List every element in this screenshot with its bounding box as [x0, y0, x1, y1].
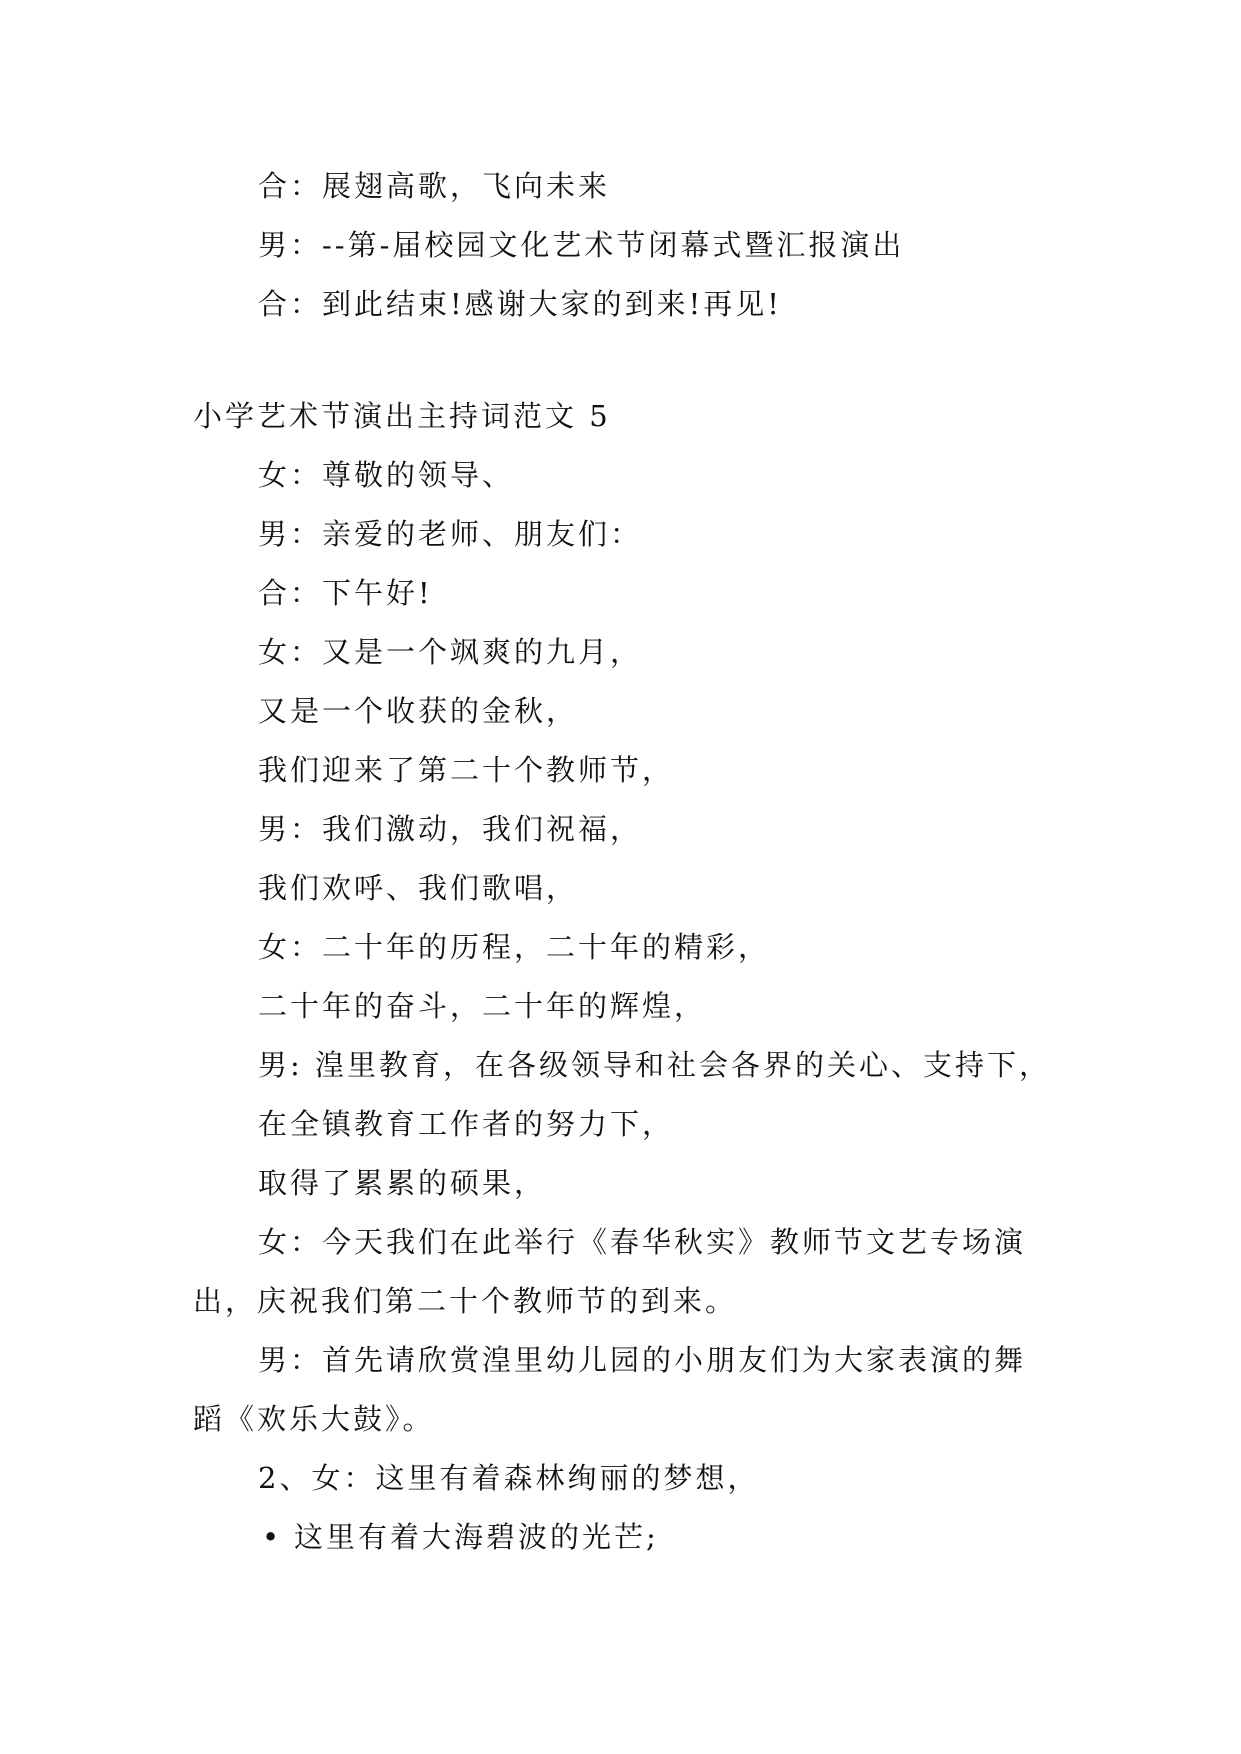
body-line-13: 取得了累累的硕果，	[258, 1166, 547, 1200]
body-line-15: 出，庆祝我们第二十个教师节的到来。	[193, 1284, 738, 1318]
section-title: 小学艺术节演出主持词范文 5	[193, 399, 611, 433]
body-line-9: 女：二十年的历程，二十年的精彩，	[258, 930, 771, 964]
body-line-17: 蹈《欢乐大鼓》。	[193, 1402, 435, 1436]
bullet-list-item	[262, 1517, 659, 1557]
body-line-2: 男：亲爱的老师、朋友们：	[258, 517, 643, 551]
body-line-4: 女：又是一个飒爽的九月，	[258, 635, 643, 669]
body-line-5: 又是一个收获的金秋，	[258, 694, 579, 728]
body-line-6: 我们迎来了第二十个教师节，	[258, 753, 675, 787]
body-line-12: 在全镇教育工作者的努力下，	[258, 1107, 675, 1141]
body-line-7: 男：我们激动，我们祝福，	[258, 812, 643, 846]
body-line-10: 二十年的奋斗，二十年的辉煌，	[258, 989, 707, 1023]
body-line-16: 男：首先请欣赏湟里幼儿园的小朋友们为大家表演的舞	[258, 1343, 1027, 1377]
bullet-icon: •	[262, 1520, 283, 1554]
body-line-8: 我们欢呼、我们歌唱，	[258, 871, 579, 905]
closing-line-2: 男：--第-届校园文化艺术节闭幕式暨汇报演出	[258, 228, 905, 262]
body-line-11: 男: 湟里教育，在各级领导和社会各界的关心、支持下，	[258, 1048, 1051, 1082]
body-line-3: 合：下午好!	[258, 576, 433, 610]
bullet-line-text: 这里有着大海碧波的光芒;	[294, 1520, 659, 1554]
body-line-1: 女：尊敬的领导、	[258, 458, 515, 492]
closing-line-3: 合：到此结束!感谢大家的到来!再见!	[258, 287, 782, 321]
body-line-14: 女：今天我们在此举行《春华秋实》教师节文艺专场演	[258, 1225, 1027, 1259]
closing-line-1: 合：展翅高歌，飞向未来	[258, 169, 611, 203]
body-line-18: 2、女：这里有着森林绚丽的梦想，	[258, 1461, 760, 1495]
